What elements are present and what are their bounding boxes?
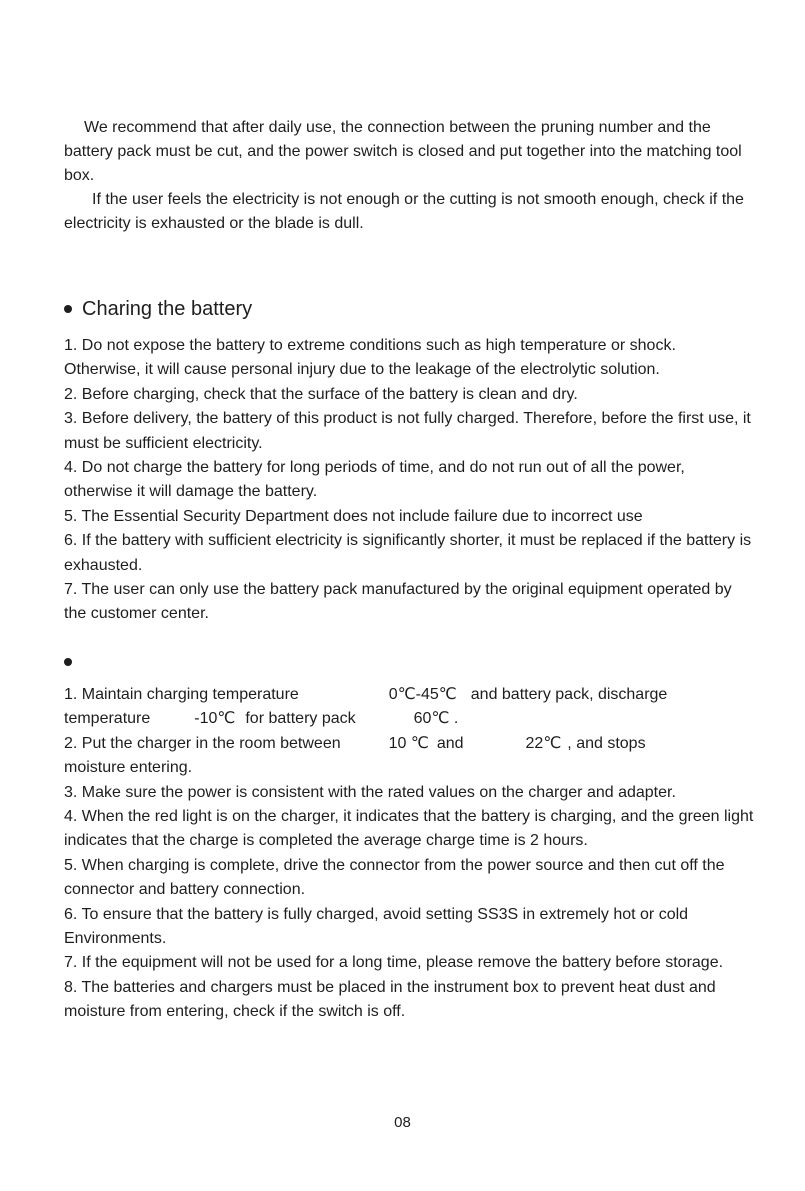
- list-item: 4. Do not charge the battery for long periods of time, and do not run out of all the power, otherwise it will damage the battery.: [64, 459, 685, 501]
- temperature-value: 22℃: [525, 734, 562, 752]
- list-item: 2. Before charging, check that the surface of the battery is clean and dry.: [64, 385, 578, 403]
- list-item: 1. Do not expose the battery to extreme conditions such as high temperature or shock. Otherwise, it will cause personal injury due to the leakage of the electrolytic solution.: [64, 337, 676, 379]
- temperature-value: -10℃: [194, 710, 236, 728]
- intro-section: [64, 116, 754, 236]
- list-item: 7. If the equipment will not be used for a long time, please remove the battery before storage.: [64, 954, 724, 972]
- page-content: [64, 116, 754, 1025]
- text-segment: 2. Put the charger in the room between: [64, 734, 341, 752]
- charger-list: [64, 683, 754, 1025]
- temperature-value: 60℃ .: [413, 710, 459, 728]
- text-segment: moisture entering.: [64, 759, 193, 777]
- text-segment: , and stops: [567, 734, 646, 752]
- temperature-value: 10 ℃: [388, 734, 429, 752]
- text-segment: temperature: [64, 710, 151, 728]
- list-item: 3. Make sure the power is consistent with the rated values on the charger and adapter.: [64, 783, 676, 801]
- list-item: 8. The batteries and chargers must be placed in the instrument box to prevent heat dust and moisture from entering, check if the switch is off.: [64, 978, 716, 1021]
- section-heading-text: Charing the battery: [82, 298, 253, 320]
- list-item: 5. When charging is complete, drive the connector from the power source and then cut off the connector and battery connection.: [64, 856, 725, 899]
- list-item: [64, 683, 754, 732]
- intro-paragraph-1: We recommend that after daily use, the connection between the pruning number and the battery pack must be cut, and the power switch is closed and put together into the matching tool box.: [64, 119, 742, 184]
- list-item: 4. When the red light is on the charger, it indicates that the battery is charging, and the green light indicates that the charge is completed the average charge time is 2 hours.: [64, 807, 754, 850]
- section-heading: [64, 294, 754, 324]
- battery-list: [64, 334, 754, 627]
- list-item: 6. If the battery with sufficient electricity is significantly shorter, it must be replaced if the battery is exhausted.: [64, 532, 752, 574]
- list-item: 6. To ensure that the battery is fully charged, avoid setting SS3S in extremely hot or cold Environments.: [64, 905, 689, 947]
- text-segment: for battery pack: [245, 710, 356, 728]
- list-item: 5. The Essential Security Department does not include failure due to incorrect use: [64, 507, 643, 525]
- list-item: [64, 732, 754, 781]
- text-segment: and: [436, 734, 464, 752]
- intro-paragraph-2: If the user feels the electricity is not enough or the cutting is not smooth enough, check if the electricity is exhausted or the blade is dull.: [64, 191, 744, 232]
- page-number: 08: [394, 1114, 411, 1131]
- text-segment: and battery pack, discharge: [470, 685, 668, 703]
- list-item: 7. The user can only use the battery pack manufactured by the original equipment operated by the customer center.: [64, 581, 732, 623]
- empty-heading: [64, 651, 754, 673]
- bullet-icon: [64, 305, 72, 313]
- temperature-value: 0℃-45℃: [388, 685, 457, 703]
- bullet-icon: [64, 658, 72, 666]
- list-item: 3. Before delivery, the battery of this product is not fully charged. Therefore, before the first use, it must be sufficient electricity.: [64, 410, 751, 452]
- text-segment: 1. Maintain charging temperature: [64, 685, 299, 703]
